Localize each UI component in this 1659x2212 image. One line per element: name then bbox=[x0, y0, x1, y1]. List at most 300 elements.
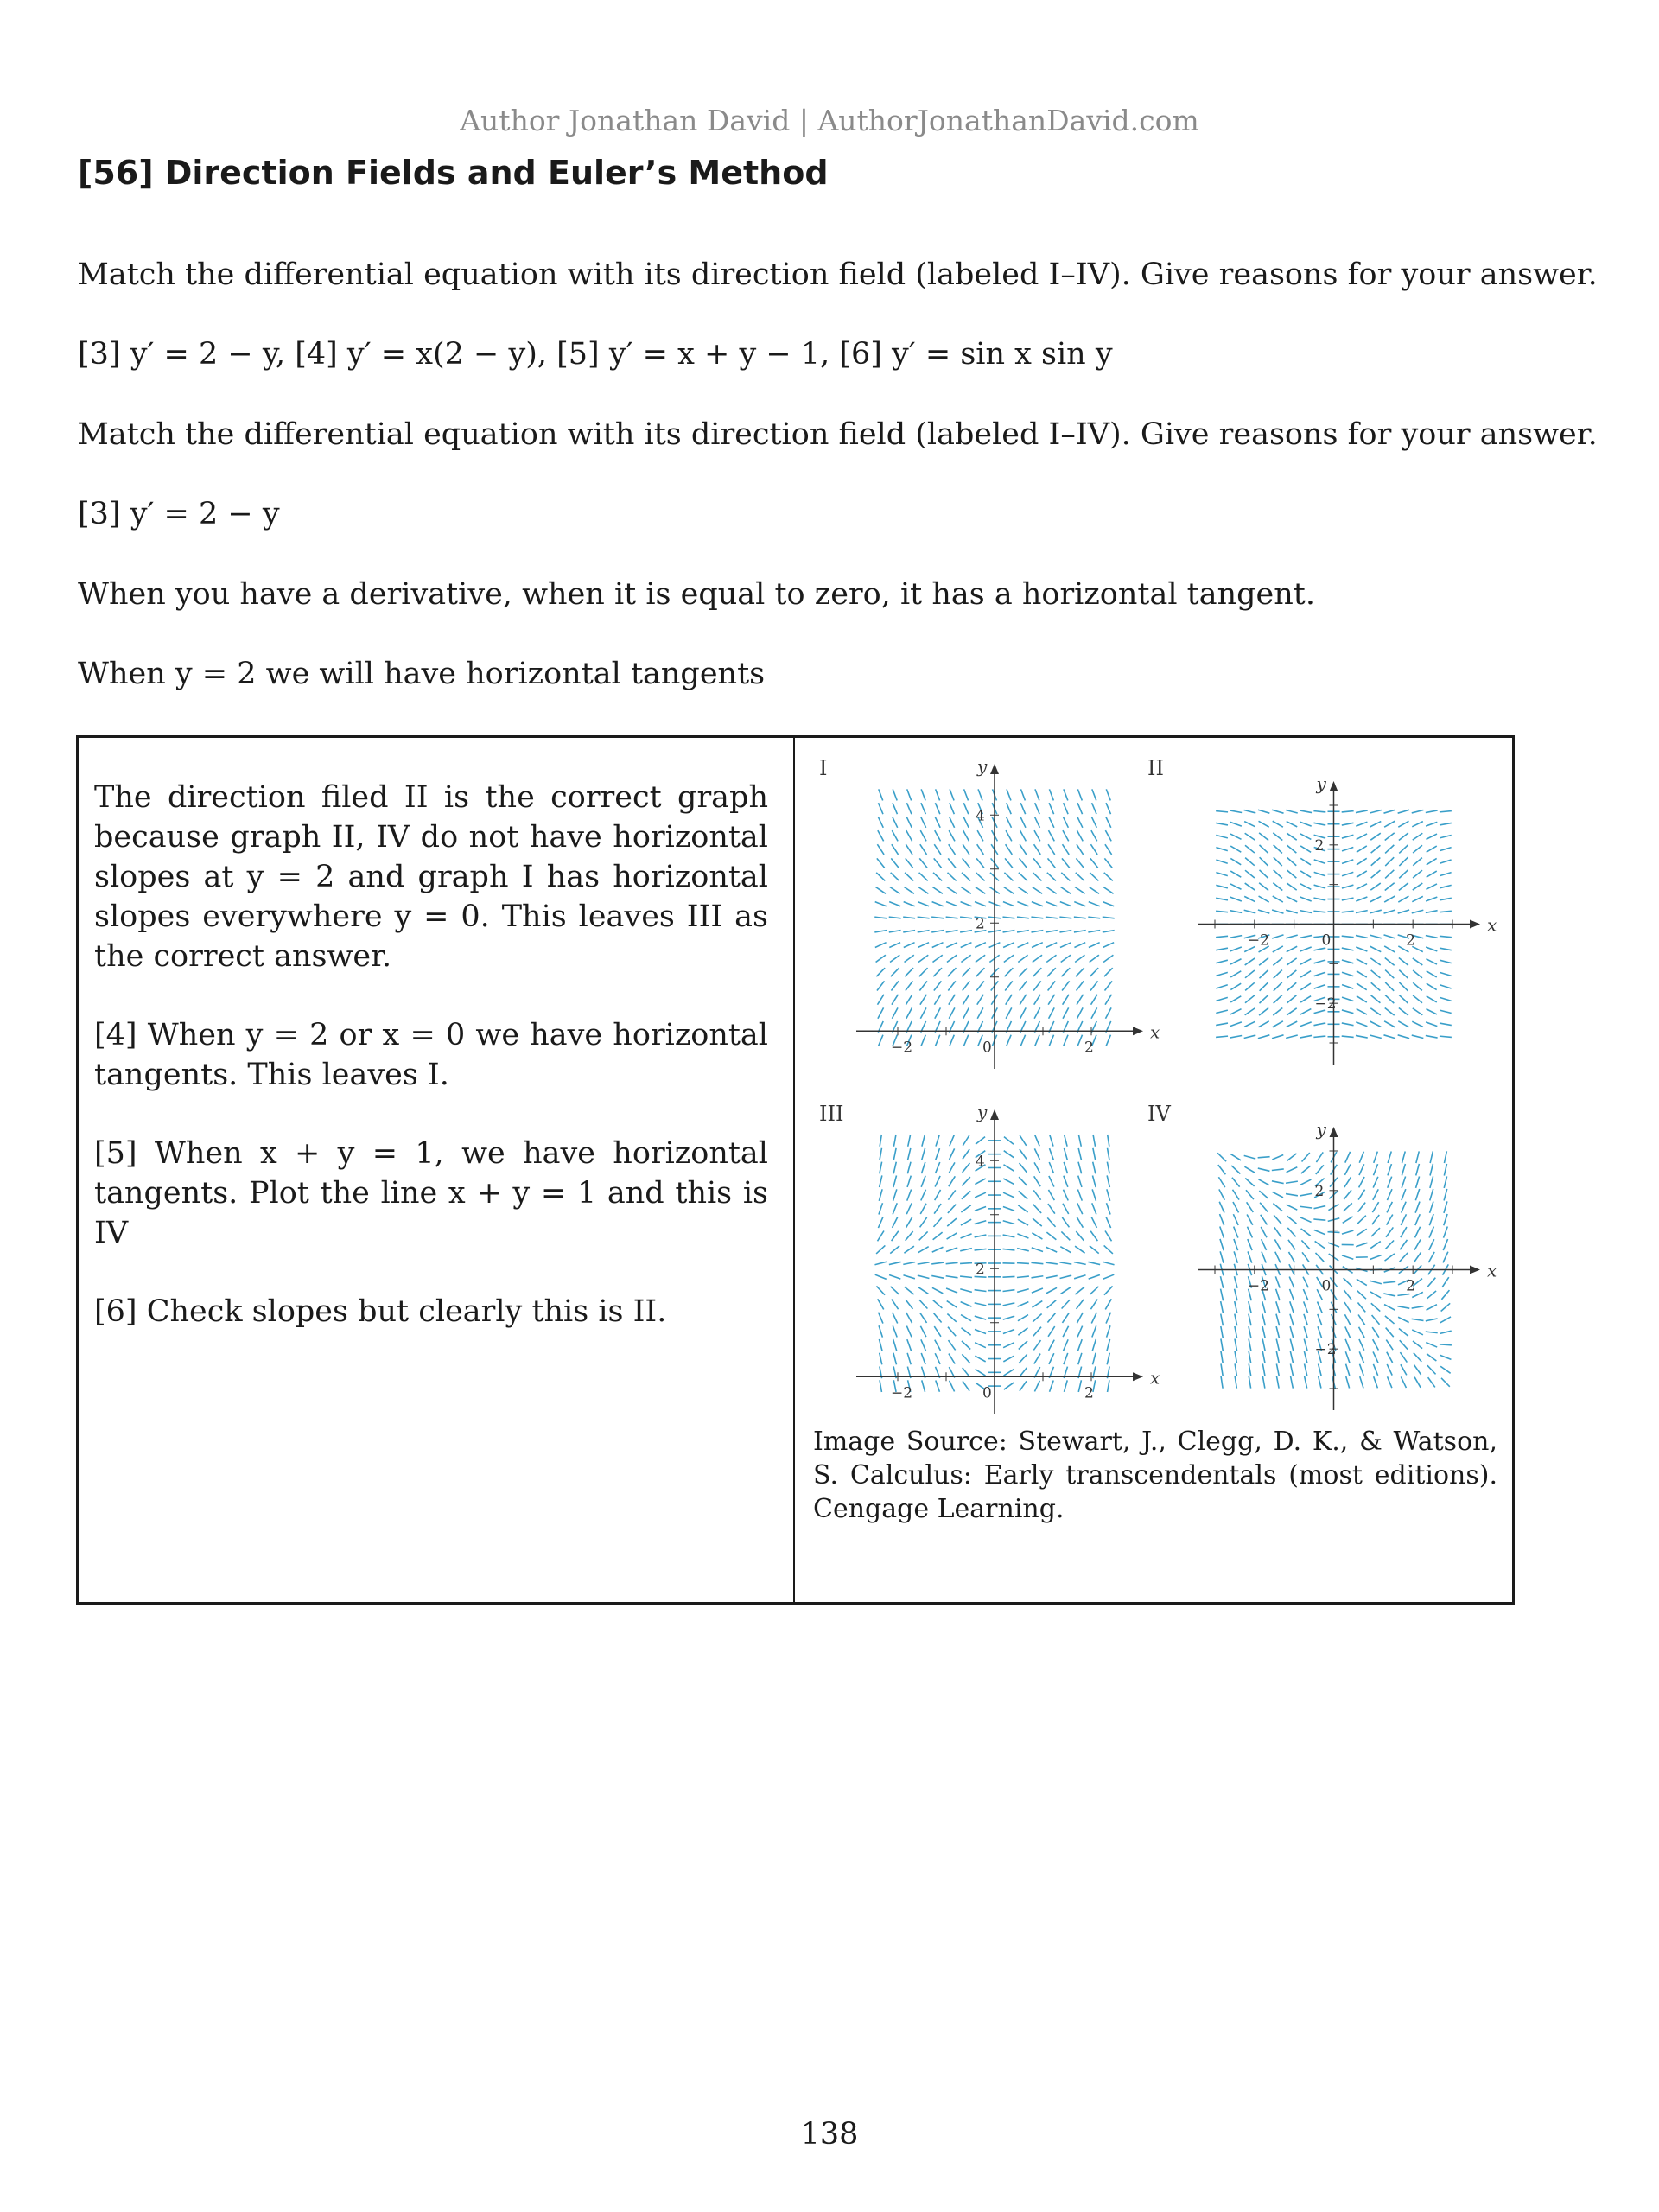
direction-field-panel-IV bbox=[1147, 1102, 1497, 1410]
slope-segment bbox=[933, 1232, 943, 1240]
slope-segment bbox=[1106, 1217, 1111, 1228]
slope-segment bbox=[1076, 1231, 1084, 1241]
slope-segment bbox=[1106, 817, 1111, 828]
slope-segment bbox=[1020, 1163, 1027, 1173]
slope-segment bbox=[1019, 1191, 1027, 1198]
slope-segment bbox=[1103, 902, 1114, 906]
slope-segment bbox=[1342, 860, 1353, 864]
slope-segment bbox=[1343, 1217, 1353, 1223]
slope-segment bbox=[1003, 1290, 1015, 1292]
slope-segment bbox=[960, 917, 972, 918]
direction-field-panel-I bbox=[819, 756, 1160, 1069]
slope-segment bbox=[1259, 995, 1268, 1004]
slope-segment bbox=[1398, 810, 1409, 813]
slope-segment bbox=[1356, 1022, 1367, 1027]
slope-segment bbox=[1047, 1300, 1057, 1308]
slope-segment bbox=[1049, 1340, 1055, 1351]
slope-segment bbox=[1246, 1190, 1254, 1199]
slope-segment bbox=[1426, 1036, 1438, 1039]
slope-segment bbox=[1092, 1339, 1096, 1351]
slope-segment bbox=[961, 1328, 970, 1335]
slope-segment bbox=[1019, 1354, 1027, 1363]
slope-segment bbox=[1090, 844, 1097, 855]
slope-segment bbox=[1019, 1177, 1027, 1185]
slope-segment bbox=[934, 858, 942, 868]
slope-segment bbox=[1034, 1007, 1040, 1018]
slope-segment bbox=[921, 1035, 925, 1046]
slope-segment bbox=[1007, 1035, 1011, 1046]
slope-segment bbox=[1272, 810, 1283, 813]
slope-segment bbox=[889, 917, 901, 918]
slope-segment bbox=[1244, 910, 1256, 913]
slope-segment bbox=[906, 1217, 912, 1228]
slope-segment bbox=[1342, 960, 1353, 963]
slope-segment bbox=[1219, 1189, 1224, 1199]
slope-segment bbox=[1413, 1008, 1423, 1015]
slope-segment bbox=[1286, 935, 1298, 938]
slope-segment bbox=[1388, 1177, 1392, 1188]
slope-segment bbox=[1092, 1189, 1096, 1200]
slope-segment bbox=[1440, 1023, 1452, 1025]
slope-segment bbox=[1440, 1317, 1451, 1323]
slope-segment bbox=[1412, 1330, 1423, 1335]
slope-segment bbox=[935, 1035, 939, 1046]
slope-segment bbox=[935, 803, 939, 814]
slope-segment bbox=[918, 887, 929, 894]
slope-segment bbox=[950, 1381, 955, 1392]
slope-segment bbox=[935, 1190, 941, 1200]
slope-segment bbox=[1402, 1177, 1405, 1188]
slope-segment bbox=[880, 1148, 881, 1160]
slope-segment bbox=[932, 1247, 944, 1252]
slope-segment bbox=[1342, 911, 1354, 912]
slope-segment bbox=[1346, 1376, 1350, 1388]
slope-segment bbox=[948, 1205, 956, 1213]
slope-segment bbox=[1033, 1327, 1041, 1337]
slope-segment bbox=[946, 1288, 957, 1293]
slope-segment bbox=[1373, 1339, 1379, 1350]
slope-segment bbox=[1003, 1249, 1015, 1250]
x-tick-label: 2 bbox=[1084, 1384, 1094, 1402]
slope-segment bbox=[1274, 845, 1282, 854]
slope-segment bbox=[892, 844, 899, 855]
slope-segment bbox=[963, 817, 969, 828]
x-tick-label: 0 bbox=[982, 1039, 992, 1057]
equation-list: [3] y′ = 2 − y, [4] y′ = x(2 − y), [5] y′ = x + y − 1, [6] y′ = sin x sin y bbox=[78, 337, 1113, 372]
slope-segment bbox=[963, 995, 969, 1005]
slope-segment bbox=[1373, 1364, 1377, 1376]
slope-segment bbox=[906, 995, 912, 1005]
slope-segment bbox=[1078, 1135, 1081, 1147]
slope-segment bbox=[1384, 821, 1395, 827]
slope-segment bbox=[1342, 872, 1353, 875]
slope-segment bbox=[1357, 884, 1367, 890]
slope-segment bbox=[1412, 896, 1423, 901]
slope-segment bbox=[1373, 1189, 1378, 1199]
slope-segment bbox=[1276, 1363, 1279, 1376]
slope-segment bbox=[1428, 1252, 1434, 1262]
slope-segment bbox=[1286, 910, 1298, 913]
slope-segment bbox=[1357, 846, 1367, 852]
slope-segment bbox=[1019, 873, 1027, 881]
slope-segment bbox=[1373, 1351, 1378, 1363]
slope-segment bbox=[1300, 959, 1311, 965]
slope-segment bbox=[878, 1230, 884, 1241]
slope-segment bbox=[1371, 845, 1381, 853]
slope-segment bbox=[907, 1353, 911, 1364]
slope-segment bbox=[950, 1135, 955, 1146]
slope-segment bbox=[1105, 1007, 1111, 1018]
slope-segment bbox=[890, 887, 900, 894]
slope-segment bbox=[1035, 789, 1039, 800]
slope-segment bbox=[1233, 1202, 1239, 1212]
slope-segment bbox=[1360, 1376, 1363, 1388]
slope-segment bbox=[1093, 1162, 1096, 1174]
slope-segment bbox=[1063, 1007, 1069, 1018]
slope-segment bbox=[1049, 789, 1053, 800]
slope-segment bbox=[918, 1287, 929, 1294]
slope-segment bbox=[903, 1275, 914, 1279]
slope-segment bbox=[963, 844, 969, 855]
slope-segment bbox=[1426, 959, 1436, 964]
slope-segment bbox=[1259, 1007, 1268, 1015]
slope-segment bbox=[1034, 1381, 1039, 1392]
equation-3: [3] y′ = 2 − y bbox=[78, 497, 280, 531]
slope-segment bbox=[935, 1007, 941, 1018]
slope-segment bbox=[1064, 1353, 1068, 1364]
slope-segment bbox=[1388, 1376, 1392, 1388]
slope-segment bbox=[1370, 883, 1380, 890]
slope-segment bbox=[1345, 1326, 1351, 1338]
slope-segment bbox=[1075, 887, 1085, 894]
slope-segment bbox=[878, 1007, 884, 1018]
slope-segment bbox=[1034, 817, 1039, 828]
slope-segment bbox=[1004, 873, 1013, 881]
slope-segment bbox=[1247, 1214, 1253, 1224]
slope-segment bbox=[1003, 1329, 1014, 1333]
slope-segment bbox=[949, 1162, 955, 1173]
slope-segment bbox=[918, 943, 929, 948]
slope-segment bbox=[1415, 1227, 1421, 1238]
slope-segment bbox=[1032, 1288, 1043, 1293]
slope-segment bbox=[1342, 972, 1353, 976]
slope-segment bbox=[1074, 1262, 1086, 1265]
slope-segment bbox=[1020, 995, 1026, 1005]
slope-segment bbox=[1093, 1353, 1096, 1365]
slope-segment bbox=[1063, 817, 1068, 828]
slope-segment bbox=[1245, 982, 1255, 990]
slope-segment bbox=[1427, 1278, 1435, 1287]
slope-segment bbox=[878, 1217, 883, 1228]
slope-segment bbox=[1077, 1035, 1082, 1046]
slope-segment bbox=[1314, 972, 1325, 976]
slope-segment bbox=[1315, 1241, 1325, 1248]
slope-segment bbox=[1370, 1021, 1382, 1027]
slope-segment bbox=[1077, 844, 1084, 855]
slope-segment bbox=[893, 803, 897, 814]
slope-segment bbox=[1064, 1176, 1068, 1187]
slope-segment bbox=[1106, 1313, 1110, 1324]
slope-segment bbox=[1305, 1363, 1307, 1376]
instruction-1: Match the differential equation with its direction field (labeled I–IV). Give reasons for your answer. bbox=[78, 257, 1598, 292]
slope-segment bbox=[1401, 1376, 1406, 1388]
slope-segment bbox=[1383, 1294, 1395, 1296]
slope-segment bbox=[1049, 803, 1053, 814]
slope-segment bbox=[889, 943, 900, 948]
slope-segment bbox=[1049, 1035, 1053, 1046]
slope-segment bbox=[1249, 1351, 1251, 1363]
slope-segment bbox=[1103, 917, 1115, 918]
slope-segment bbox=[946, 917, 958, 918]
slope-segment bbox=[906, 1300, 913, 1309]
slope-segment bbox=[1046, 931, 1058, 932]
slope-segment bbox=[949, 995, 955, 1005]
panel-label: III bbox=[819, 1102, 844, 1126]
slope-segment bbox=[1400, 1352, 1407, 1363]
slope-segment bbox=[1276, 1314, 1280, 1326]
slope-segment bbox=[1003, 1221, 1014, 1224]
slope-segment bbox=[1357, 959, 1367, 965]
answer-5: [5] When x + y = 1, we have horizontal tangents. Plot the line x + y = 1 and this is IV bbox=[94, 1136, 768, 1250]
slope-segment bbox=[1319, 1376, 1321, 1389]
slope-segment bbox=[976, 858, 984, 868]
slope-segment bbox=[1300, 947, 1312, 951]
slope-segment bbox=[1020, 858, 1027, 868]
slope-segment bbox=[1300, 1009, 1311, 1014]
slope-segment bbox=[935, 1162, 939, 1173]
x-axis-label: x bbox=[1150, 1367, 1160, 1389]
slope-segment bbox=[1020, 830, 1027, 841]
slope-segment bbox=[1276, 1351, 1279, 1363]
instruction-2: Match the differential equation with its direction field (labeled I–IV). Give reasons for your answer. bbox=[78, 417, 1598, 452]
slope-segment bbox=[961, 1234, 972, 1238]
answer-table bbox=[76, 735, 1515, 1605]
slope-segment bbox=[1385, 982, 1394, 991]
slope-segment bbox=[975, 1192, 986, 1198]
slope-segment bbox=[1077, 1203, 1083, 1214]
slope-segment bbox=[1300, 996, 1311, 1002]
slope-segment bbox=[1089, 943, 1100, 948]
slope-segment bbox=[1090, 968, 1098, 976]
slope-segment bbox=[1303, 1277, 1308, 1288]
slope-segment bbox=[1286, 1181, 1298, 1183]
slope-segment bbox=[1272, 1169, 1284, 1171]
y-axis-label: y bbox=[977, 756, 988, 777]
slope-segment bbox=[905, 968, 913, 976]
slope-segment bbox=[1374, 1164, 1378, 1175]
slope-segment bbox=[1427, 1291, 1436, 1299]
slope-segment bbox=[1262, 1252, 1266, 1263]
slope-segment bbox=[921, 1339, 926, 1351]
slope-segment bbox=[1371, 858, 1381, 866]
slope-segment bbox=[1245, 833, 1255, 840]
slope-segment bbox=[1360, 1364, 1364, 1376]
slope-segment bbox=[1221, 1301, 1224, 1313]
slope-segment bbox=[1260, 870, 1268, 879]
slope-segment bbox=[1105, 830, 1111, 841]
slope-segment bbox=[1031, 1276, 1043, 1278]
slope-segment bbox=[1235, 1289, 1237, 1301]
slope-segment bbox=[975, 1290, 987, 1292]
slope-segment bbox=[1063, 1204, 1069, 1214]
slope-segment bbox=[1258, 810, 1269, 813]
slope-segment bbox=[975, 1343, 986, 1348]
slope-segment bbox=[1077, 1007, 1084, 1018]
slope-segment bbox=[1286, 1194, 1298, 1196]
slope-segment bbox=[1345, 1339, 1350, 1351]
slope-segment bbox=[904, 902, 915, 906]
slope-segment bbox=[934, 1313, 942, 1323]
slope-segment bbox=[1401, 1227, 1407, 1237]
slope-segment bbox=[919, 858, 927, 868]
slope-segment bbox=[906, 803, 911, 814]
slope-segment bbox=[891, 873, 899, 881]
slope-segment bbox=[1216, 936, 1228, 937]
slope-segment bbox=[948, 858, 956, 868]
slope-segment bbox=[1440, 848, 1451, 851]
slope-segment bbox=[877, 995, 883, 1005]
slope-segment bbox=[961, 943, 972, 948]
slope-segment bbox=[1287, 833, 1296, 840]
slope-segment bbox=[1034, 1148, 1039, 1160]
slope-segment bbox=[1258, 1179, 1268, 1185]
slope-segment bbox=[1060, 1247, 1071, 1253]
slope-segment bbox=[1104, 1286, 1113, 1294]
slope-segment bbox=[1440, 885, 1452, 887]
slope-segment bbox=[1272, 1035, 1283, 1039]
slope-segment bbox=[1415, 1214, 1420, 1225]
slope-segment bbox=[1287, 1228, 1295, 1236]
slope-segment bbox=[1245, 858, 1255, 866]
slope-segment bbox=[1235, 1314, 1237, 1326]
slope-segment bbox=[1440, 948, 1452, 950]
slope-segment bbox=[1004, 1382, 1014, 1389]
slope-segment bbox=[908, 1148, 911, 1160]
slope-segment bbox=[976, 981, 984, 990]
slope-segment bbox=[1287, 896, 1297, 901]
slope-segment bbox=[1385, 857, 1394, 866]
slope-segment bbox=[1050, 1148, 1054, 1160]
slope-segment bbox=[1220, 1251, 1224, 1262]
slope-segment bbox=[1046, 902, 1057, 906]
slope-segment bbox=[1426, 810, 1438, 813]
x-axis-label: x bbox=[1487, 1260, 1497, 1281]
slope-segment bbox=[1372, 1327, 1379, 1338]
slope-segment bbox=[1426, 947, 1437, 951]
slope-segment bbox=[1287, 1154, 1296, 1161]
slope-segment bbox=[906, 1313, 912, 1323]
slope-segment bbox=[893, 817, 898, 828]
slope-segment bbox=[877, 844, 884, 855]
slope-segment bbox=[1062, 1300, 1071, 1308]
slope-segment bbox=[1003, 1235, 1015, 1237]
slope-segment bbox=[1358, 1190, 1364, 1200]
slope-segment bbox=[921, 789, 925, 800]
slope-segment bbox=[1315, 1253, 1324, 1262]
slope-segment bbox=[922, 1135, 925, 1147]
x-tick-label: 0 bbox=[1321, 931, 1332, 950]
slope-segment bbox=[963, 1007, 969, 1018]
slope-segment bbox=[936, 789, 940, 800]
slope-segment bbox=[975, 943, 986, 948]
slope-segment bbox=[963, 1149, 969, 1159]
slope-segment bbox=[1216, 911, 1228, 912]
slope-segment bbox=[903, 931, 915, 932]
slope-segment bbox=[1412, 1035, 1424, 1038]
slope-segment bbox=[1258, 1168, 1270, 1171]
slope-segment bbox=[1388, 1164, 1392, 1175]
slope-segment bbox=[976, 968, 985, 976]
slope-segment bbox=[1244, 810, 1256, 813]
slope-segment bbox=[1384, 946, 1395, 952]
slope-segment bbox=[932, 887, 943, 894]
slope-segment bbox=[1077, 830, 1083, 841]
slope-segment bbox=[889, 1262, 901, 1264]
slope-segment bbox=[878, 830, 884, 841]
x-tick-label: −2 bbox=[1247, 1277, 1269, 1295]
slope-segment bbox=[962, 968, 970, 976]
slope-segment bbox=[1106, 789, 1110, 800]
slope-segment bbox=[1440, 1010, 1452, 1013]
slope-segment bbox=[1416, 1151, 1419, 1163]
slope-segment bbox=[874, 917, 887, 918]
slope-segment bbox=[1399, 845, 1408, 854]
slope-segment bbox=[1357, 1279, 1367, 1285]
slope-segment bbox=[1047, 858, 1055, 868]
slope-segment bbox=[1399, 883, 1408, 891]
x-tick-label: 2 bbox=[1084, 1039, 1094, 1057]
slope-segment bbox=[1413, 833, 1423, 840]
slope-segment bbox=[920, 1007, 926, 1018]
slope-segment bbox=[1003, 1343, 1014, 1348]
slope-segment bbox=[1313, 1036, 1325, 1037]
slope-segment bbox=[975, 1303, 987, 1306]
slope-segment bbox=[1106, 1203, 1110, 1214]
slope-segment bbox=[907, 1189, 912, 1200]
slope-segment bbox=[935, 1176, 940, 1187]
slope-segment bbox=[933, 968, 942, 976]
slope-segment bbox=[1061, 1287, 1071, 1294]
slope-segment bbox=[1003, 1303, 1015, 1306]
slope-segment bbox=[1244, 896, 1255, 901]
slope-segment bbox=[1342, 1010, 1353, 1014]
slope-segment bbox=[1400, 1340, 1408, 1349]
slope-segment bbox=[1033, 858, 1041, 868]
slope-segment bbox=[893, 1162, 896, 1174]
slope-segment bbox=[960, 1289, 972, 1293]
slope-segment bbox=[904, 887, 914, 894]
slope-segment bbox=[889, 902, 900, 906]
slope-segment bbox=[893, 1313, 898, 1324]
x-tick-label: 2 bbox=[1406, 1277, 1415, 1295]
slope-segment bbox=[1384, 1305, 1395, 1311]
slope-segment bbox=[1260, 970, 1268, 979]
slope-segment bbox=[1427, 858, 1437, 864]
slope-segment bbox=[1217, 1153, 1226, 1161]
slope-segment bbox=[946, 931, 958, 932]
slope-segment bbox=[1304, 1351, 1306, 1363]
slope-segment bbox=[1276, 1339, 1279, 1351]
slope-segment bbox=[1074, 943, 1085, 948]
slope-segment bbox=[1020, 1035, 1025, 1046]
panel-label: IV bbox=[1147, 1102, 1171, 1126]
slope-segment bbox=[1314, 985, 1325, 989]
slope-segment bbox=[962, 1341, 970, 1350]
slope-segment bbox=[960, 1276, 972, 1277]
slope-segment bbox=[1234, 1276, 1237, 1288]
slope-segment bbox=[1342, 1036, 1354, 1037]
slope-segment bbox=[1344, 1278, 1352, 1287]
